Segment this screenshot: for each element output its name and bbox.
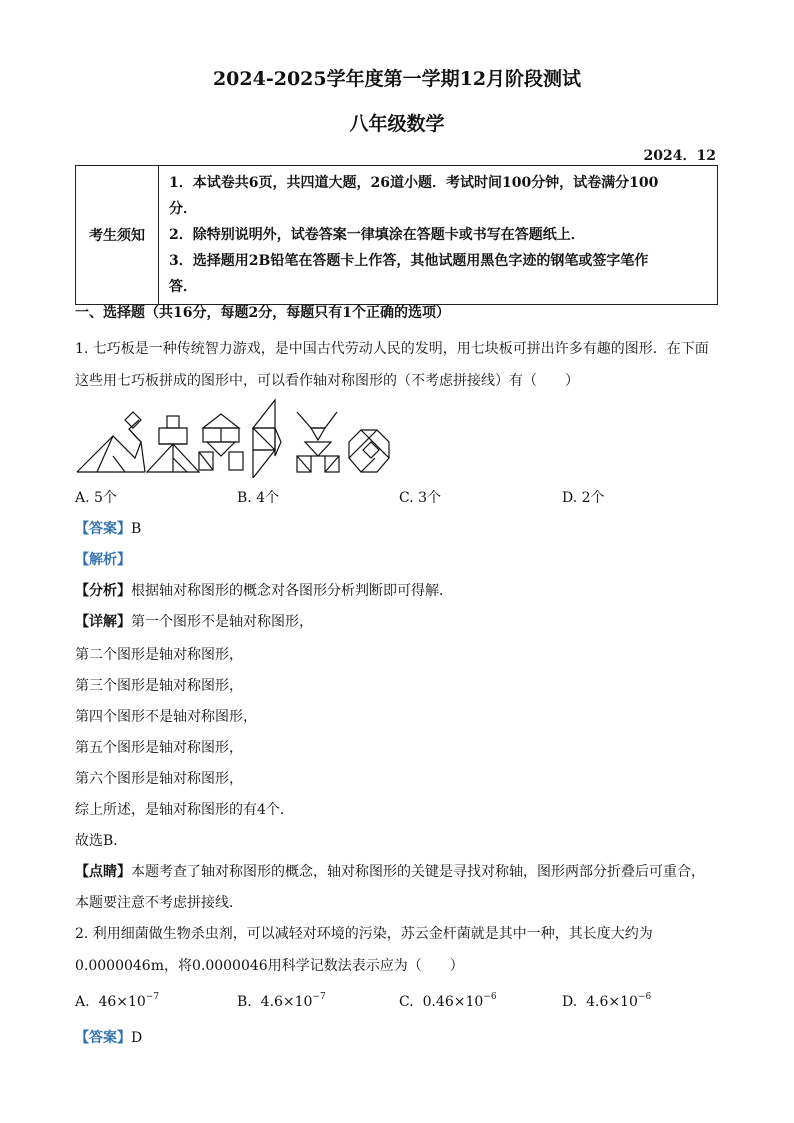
option-base: 4.6×10 xyxy=(260,994,313,1010)
detail-tag: 【详解】 xyxy=(75,614,131,630)
q2-stem-line1: 2. 利用细菌做生物杀虫剂，可以减轻对环境的污染，苏云金杆菌就是其中一种，其长度大约为 xyxy=(75,926,653,942)
notice-rule-line: 答． xyxy=(169,279,197,295)
q1-option-c[interactable]: C. 3个 xyxy=(399,490,442,506)
q1-detail xyxy=(75,612,313,632)
q2-option-d[interactable] xyxy=(562,992,651,1010)
exam-subtitle: 八年级数学 xyxy=(349,113,445,135)
q2-option-b[interactable] xyxy=(237,992,326,1010)
q1-analysis-heading xyxy=(75,550,131,570)
option-exponent: −6 xyxy=(637,992,652,1002)
option-base: 46×10 xyxy=(98,994,146,1010)
option-base: 0.46×10 xyxy=(422,994,484,1010)
fenxi-tag: 【分析】 xyxy=(75,583,131,599)
answer-tag: 【答案】 xyxy=(75,1030,131,1046)
detail-line: 第五个图形是轴对称图形， xyxy=(75,740,243,756)
notice-rules xyxy=(159,166,718,305)
notice-rule-line: 分． xyxy=(169,201,197,217)
tangram-figure-3 xyxy=(199,414,243,470)
tangram-figure-1 xyxy=(77,412,145,472)
q1-option-d[interactable]: D. 2个 xyxy=(562,490,605,506)
q2-stem-line2: 0.0000046m，将0.0000046用科学记数法表示应为（ ） xyxy=(75,958,464,974)
tangram-figure-4 xyxy=(253,400,281,478)
q1-stem-line1: 1. 七巧板是一种传统智力游戏，是中国古代劳动人民的发明，用七块板可拼出许多有趣的图形．在下面 xyxy=(75,341,709,357)
detail-line: 第二个图形是轴对称图形， xyxy=(75,647,243,663)
q1-stem-line2: 这些用七巧板拼成的图形中，可以看作轴对称图形的（不考虑拼接线）有（ ） xyxy=(75,373,579,389)
detail-line: 综上所述，是轴对称图形的有4个． xyxy=(75,802,294,818)
comment-text: 本题考查了轴对称图形的概念，轴对称图形的关键是寻找对称轴，图形两部分折叠后可重合， xyxy=(131,864,705,880)
analysis-tag: 【解析】 xyxy=(75,552,131,568)
tangram-figures xyxy=(75,398,395,478)
option-label: A. xyxy=(75,994,90,1010)
option-exponent: −6 xyxy=(483,992,497,1002)
option-base: 4.6×10 xyxy=(586,994,638,1010)
answer-value: D xyxy=(131,1030,143,1046)
option-label: D. xyxy=(562,994,578,1010)
answer-value: B xyxy=(131,521,142,537)
q2-option-a[interactable] xyxy=(75,992,159,1010)
tangram-figure-2 xyxy=(147,416,199,472)
q2-answer xyxy=(75,1028,142,1048)
option-label: B. xyxy=(237,994,252,1010)
detail-line: 故选B． xyxy=(75,833,128,849)
section-heading: 一、选择题（共16分，每题2分，每题只有1个正确的选项） xyxy=(75,305,450,321)
detail-line: 第四个图形不是轴对称图形， xyxy=(75,709,257,725)
q1-fenxi xyxy=(75,581,453,601)
q1-answer xyxy=(75,519,141,539)
q1-option-a[interactable]: A. 5个 xyxy=(75,490,117,506)
detail-line: 第六个图形是轴对称图形， xyxy=(75,771,243,787)
tangram-figure-5 xyxy=(297,412,339,472)
q1-comment-line2: 本题要注意不考虑拼接线． xyxy=(75,895,243,911)
tangram-figure-6 xyxy=(349,430,389,472)
q1-option-b[interactable]: B. 4个 xyxy=(237,490,280,506)
q1-comment xyxy=(75,862,705,882)
detail-line: 第一个图形不是轴对称图形， xyxy=(131,614,313,630)
exam-date: 2024．12 xyxy=(643,148,716,164)
comment-tag: 【点睛】 xyxy=(75,864,131,880)
notice-rule-line: 1．本试卷共6页，共四道大题，26道小题．考试时间100分钟，试卷满分100 xyxy=(169,175,659,191)
exam-title: 2024-2025学年度第一学期12月阶段测试 xyxy=(212,68,582,90)
notice-table xyxy=(75,165,718,305)
option-exponent: −7 xyxy=(145,992,160,1002)
fenxi-text: 根据轴对称图形的概念对各图形分析判断即可得解． xyxy=(131,583,453,599)
option-label: C. xyxy=(399,994,414,1010)
notice-rule-line: 3．选择题用2B铅笔在答题卡上作答，其他试题用黑色字迹的钢笔或签字笔作 xyxy=(169,253,649,269)
detail-line: 第三个图形是轴对称图形， xyxy=(75,678,243,694)
q2-option-c[interactable] xyxy=(399,992,497,1010)
notice-label: 考生须知 xyxy=(76,166,159,305)
answer-tag: 【答案】 xyxy=(75,521,131,537)
notice-rule-line: 2．除特别说明外，试卷答案一律填涂在答题卡或书写在答题纸上． xyxy=(169,227,585,243)
option-exponent: −7 xyxy=(312,992,326,1002)
